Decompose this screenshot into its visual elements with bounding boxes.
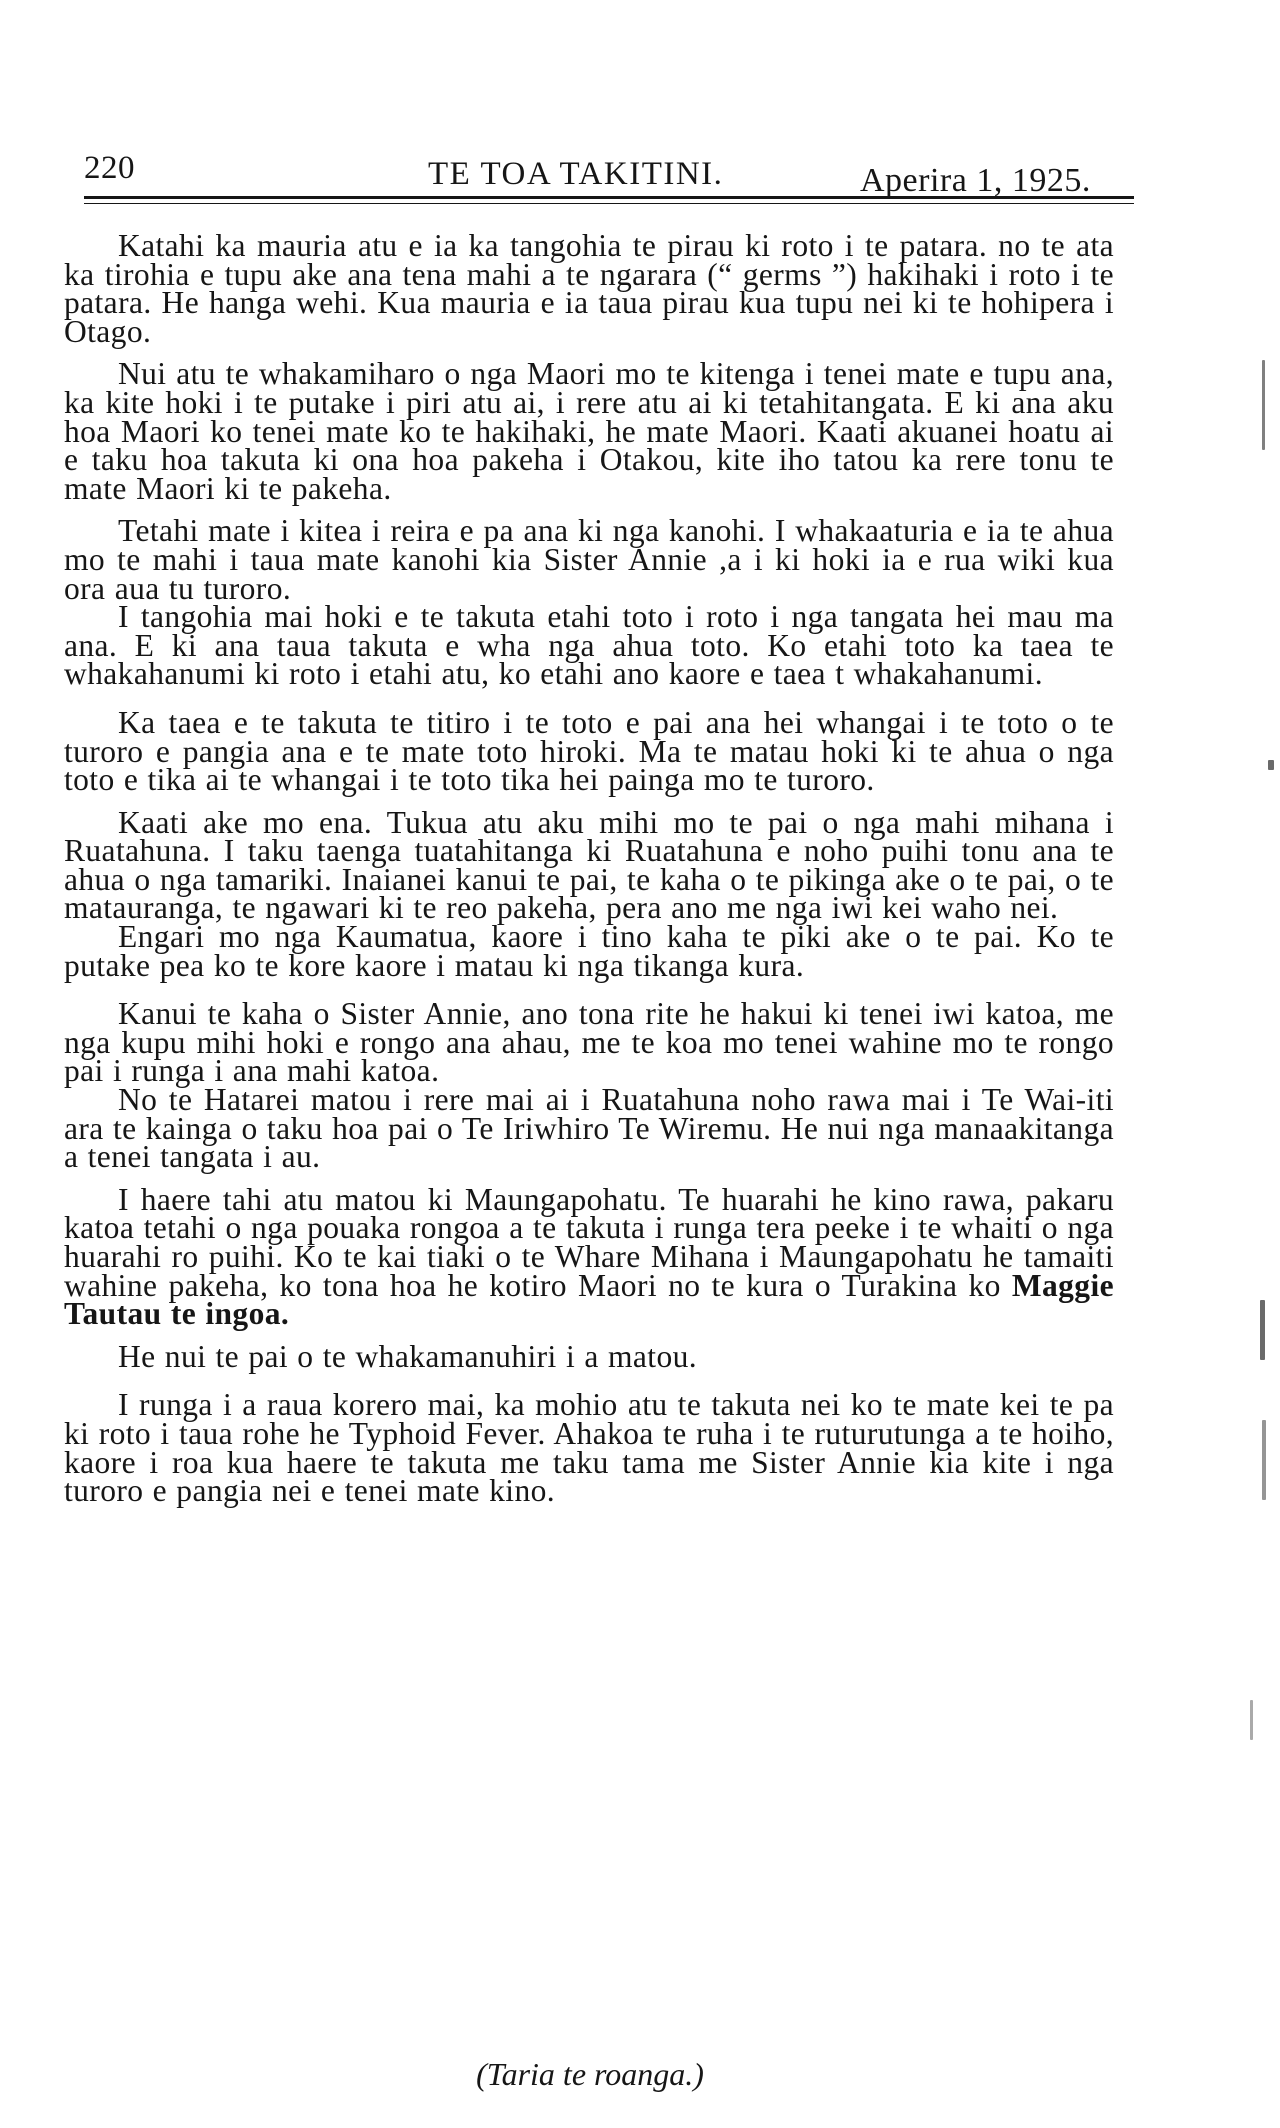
paragraph-7: Engari mo nga Kaumatua, kaore i tino kaha te piki ake o te pai. Ko te putake pea ko te kore kaore i matau ki nga tikanga kura. <box>64 919 1114 983</box>
issue-date: Aperira 1, 1925. <box>860 162 1091 199</box>
publication-title: TE TOA TAKITINI. <box>428 156 724 192</box>
paragraph-10-text: I haere tahi atu matou ki Maungapohatu. Te huarahi he kino rawa, pakaru katoa tetahi o nga pouaka rongoa a te takuta i runga tera peeke i te whaiti o nga huarahi ro puihi. Ko te kai tiaki o te Whare Mihana i Maungapohatu he tamaiti wahine pakeha, ko tona hoa he kotiro Maori no te kura o Turakina ko <box>64 1181 1114 1303</box>
scan-speck <box>1262 1420 1266 1500</box>
paragraph-9: No te Hatarei matou i rere mai ai i Ruatahuna noho rawa mai i Te Wai-iti ara te kainga o taku hoa pai o Te Iriwhiro Te Wiremu. He nui nga manaakitanga a tenei tangata i au. <box>64 1082 1114 1175</box>
scan-speck <box>1250 1700 1253 1740</box>
paragraph-8: Kanui te kaha o Sister Annie, ano tona rite he hakui ki tenei iwi katoa, me nga kupu mihi hoki e rongo ana ahau, me te koa mo tenei wahine mo te rongo pai i runga i ana mahi katoa. <box>64 996 1114 1089</box>
paragraph-10 <box>64 1181 1114 1332</box>
page-number: 220 <box>84 150 135 186</box>
scan-speck <box>1260 1300 1265 1360</box>
paragraph-3: Tetahi mate i kitea i reira e pa ana ki nga kanohi. I whakaaturia e ia te ahua mo te mahi i taua mate kanohi kia Sister Annie ,a i ki hoki ia e rua wiki kua ora aua tu turoro. <box>64 513 1114 606</box>
paragraph-1: Katahi ka mauria atu e ia ka tangohia te pirau ki roto i te patara. no te ata ka tirohia e tupu ake ana tena mahi a te ngarara (“ germs ”) hakihaki i roto i te patara. He hanga wehi. Kua mauria e ia taua pirau kua tupu nei ki te hohipera i Otago. <box>64 228 1114 349</box>
header-rule <box>84 196 1134 199</box>
paragraph-12: I runga i a raua korero mai, ka mohio atu te takuta nei ko te mate kei te pa ki roto i taua rohe he Typhoid Fever. Ahakoa te ruha i te ruturutunga a te hoiho, kaore i roa kua haere te takuta me taku tama me Sister Annie kia kite i nga turoro e pangia nei e tenei mate kino. <box>64 1387 1114 1509</box>
paragraph-2: Nui atu te whakamiharo o nga Maori mo te kitenga i tenei mate e tupu ana, ka kite hoki i te putake i piri atu ai, i rere atu ai ki tetahitangata. E ki ana aku hoa Maori ko tenei mate ko te hakihaki, he mate Maori. Kaati akuanei hoatu ai e taku hoa takuta ki ona hoa pakeha i Otakou, kite iho tatou ka rere tonu te mate Maori ki te pakeha. <box>64 356 1114 506</box>
scan-speck <box>1268 760 1274 770</box>
paragraph-4: I tangohia mai hoki e te takuta etahi toto i roto i nga tangata hei mau ma ana. E ki ana taua takuta e wha nga ahua toto. Ko etahi toto ka taea te whakahanumi ki roto i etahi atu, ko etahi ano kaore e taea t whakahanumi. <box>64 599 1114 692</box>
paragraph-6: Kaati ake mo ena. Tukua atu aku mihi mo te pai o nga mahi mihana i Ruatahuna. I taku taenga tuatahitanga ki Ruatahuna e noho puihi tonu ana te ahua o nga tamariki. Inaianei kanui te pai, te kaha o te pikinga ake o te pai, o te matauranga, te ngawari ki te reo pakeha, pera ano me nga iwi kei waho nei. <box>64 804 1114 926</box>
page-header <box>84 148 1134 198</box>
header-rule-thin <box>84 203 1134 204</box>
article-body <box>64 228 1114 1509</box>
paragraph-5: Ka taea e te takuta te titiro i te toto e pai ana hei whangai i te toto o te turoro e pangia ana e te mate toto hiroki. Ma te matau hoki ki te ahua o nga toto e tika ai te whangai i te toto tika hei painga mo te turoro. <box>64 704 1114 798</box>
continued-note: (Taria te roanga.) <box>476 2056 704 2092</box>
bold-name: Maggie Tautau te ingoa. <box>64 1267 1114 1332</box>
scan-speck <box>1262 360 1265 450</box>
paragraph-11: He nui te pai o te whakamanuhiri i a matou. <box>118 1338 698 1374</box>
